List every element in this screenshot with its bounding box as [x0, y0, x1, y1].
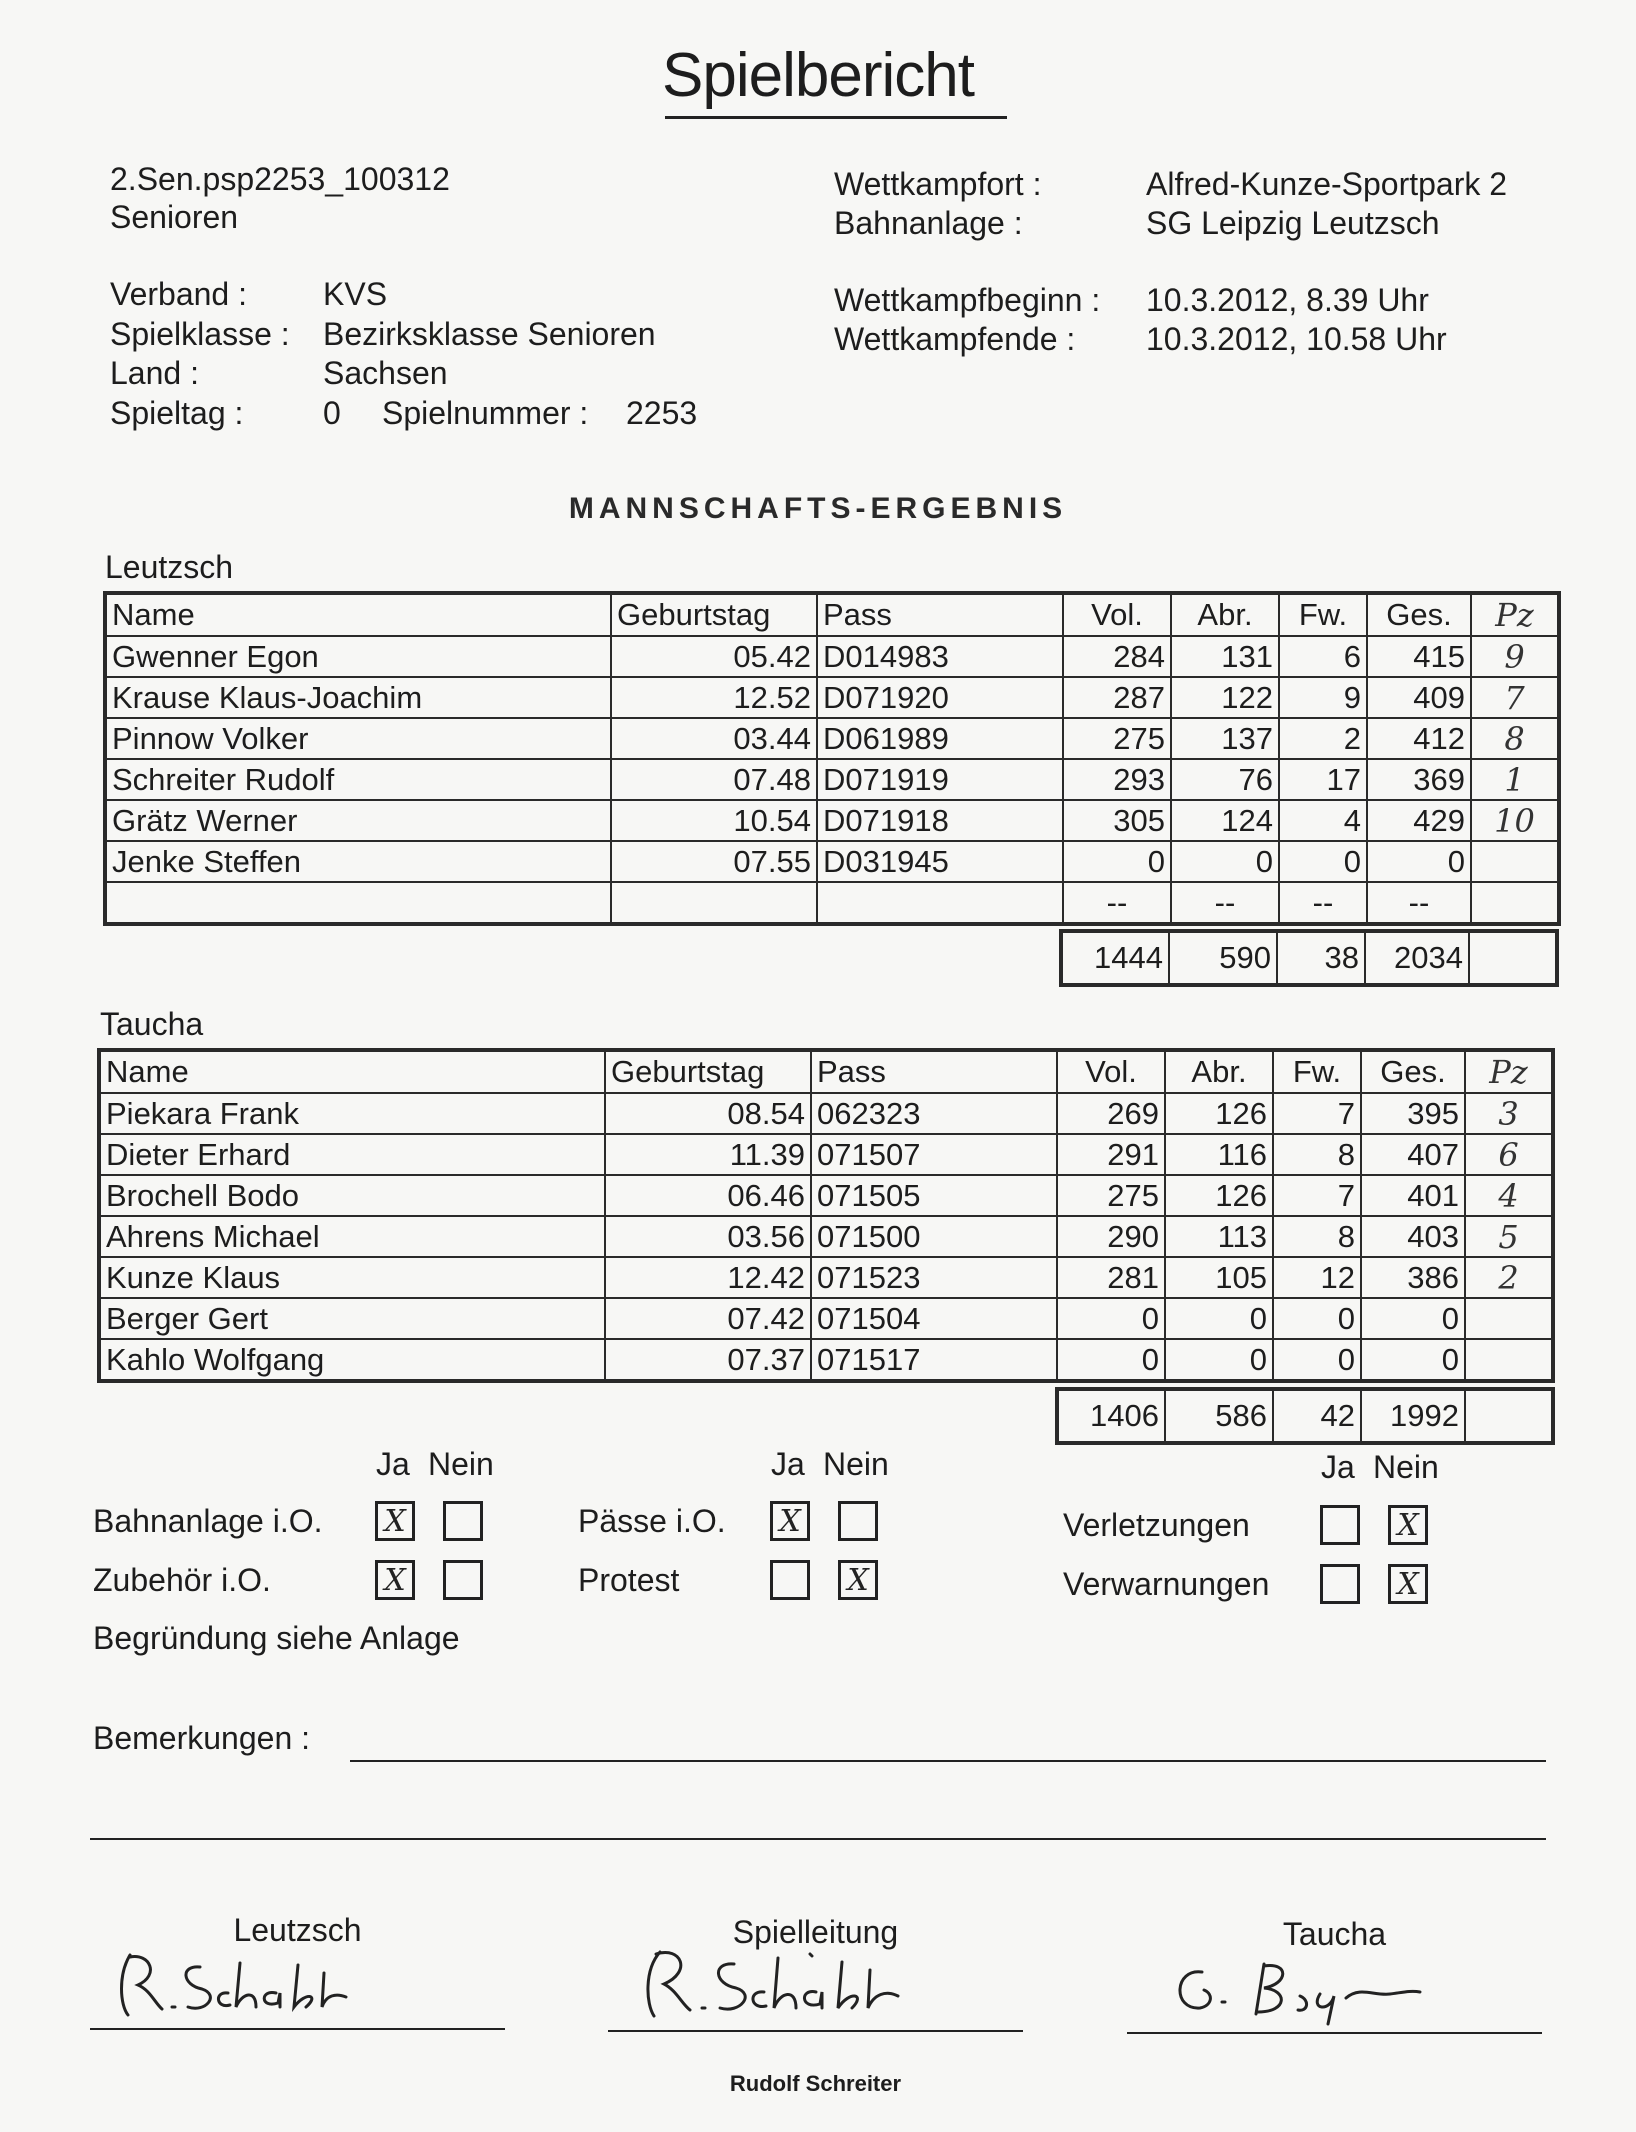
cell-fw: 0 [1273, 1339, 1361, 1381]
spielklasse-label: Spielklasse : [110, 316, 290, 352]
land-label: Land : [110, 355, 199, 391]
cell-ges: 386 [1361, 1257, 1465, 1298]
cell-ges: 412 [1367, 718, 1471, 759]
land-value: Sachsen [323, 355, 448, 391]
team2-table [97, 1048, 1555, 1383]
cell-name: Jenke Steffen [105, 841, 611, 882]
signature-spielleitung-label: Spielleitung [732, 1914, 899, 1950]
verwarnungen-label: Verwarnungen [1063, 1566, 1270, 1602]
spieltag-label: Spieltag : [110, 395, 244, 431]
table-row [99, 1134, 1553, 1175]
cell-pz: 9 [1471, 636, 1559, 677]
cell-vol: 290 [1057, 1216, 1165, 1257]
cell-pass: 071504 [811, 1298, 1057, 1339]
col-geburtstag: Geburtstag [611, 593, 817, 636]
paesse-ja-checkbox[interactable]: X [770, 1501, 810, 1541]
cell-vol: 305 [1063, 800, 1171, 841]
protest-ja-checkbox[interactable] [770, 1560, 810, 1600]
team2-name: Taucha [100, 1006, 204, 1042]
cell-pass: D071920 [817, 677, 1063, 718]
cell-fw: 6 [1279, 636, 1367, 677]
cell-abr: 126 [1165, 1175, 1273, 1216]
col-pass: Pass [817, 593, 1063, 636]
ja-header-3: Ja [1321, 1449, 1355, 1485]
cell-pass: D071919 [817, 759, 1063, 800]
cell-vol: 0 [1057, 1339, 1165, 1381]
cell-geb: 03.44 [611, 718, 817, 759]
bahnanlage-value: SG Leipzig Leutzsch [1146, 205, 1440, 241]
signature-leutzsch-handwriting [110, 1945, 410, 2025]
signature-taucha-handwriting [1160, 1950, 1460, 2030]
table-row [99, 1339, 1553, 1381]
cell-name: Piekara Frank [99, 1093, 605, 1134]
verwarnungen-ja-checkbox[interactable] [1320, 1564, 1360, 1604]
paesse-io-label: Pässe i.O. [578, 1503, 726, 1539]
section-heading: MANNSCHAFTS-ERGEBNIS [568, 492, 1068, 525]
cell-vol: 291 [1057, 1134, 1165, 1175]
cell-name: Schreiter Rudolf [105, 759, 611, 800]
team2-total-pz [1465, 1389, 1553, 1443]
cell-geb: 06.46 [605, 1175, 811, 1216]
cell-pass: D061989 [817, 718, 1063, 759]
cell-pass: 071523 [811, 1257, 1057, 1298]
col-ges: Ges. [1361, 1050, 1465, 1093]
col-vol: Vol. [1057, 1050, 1165, 1093]
cell-fw: 4 [1279, 800, 1367, 841]
cell-geb: 12.42 [605, 1257, 811, 1298]
bahnanlage-label: Bahnanlage : [834, 205, 1023, 241]
cell-geb: 11.39 [605, 1134, 811, 1175]
document-title: Spielbericht [662, 41, 974, 110]
table-row [105, 759, 1559, 800]
cell-pass: 071507 [811, 1134, 1057, 1175]
verband-value: KVS [323, 276, 388, 312]
verletzungen-label: Verletzungen [1063, 1507, 1250, 1543]
cell-pass: 071505 [811, 1175, 1057, 1216]
cell-pz [1471, 841, 1559, 882]
team1-total-vol: 1444 [1061, 931, 1169, 985]
col-name: Name [99, 1050, 605, 1093]
verband-label: Verband : [110, 276, 247, 312]
ja-header-2: Ja [771, 1446, 805, 1482]
signature-taucha-line[interactable] [1127, 2032, 1542, 2034]
cell-pass: 071500 [811, 1216, 1057, 1257]
team2-totals [1055, 1387, 1555, 1445]
table-row [105, 636, 1559, 677]
bemerkungen-line-2[interactable] [90, 1838, 1546, 1840]
cell-geb [611, 882, 817, 924]
cell-name: Krause Klaus-Joachim [105, 677, 611, 718]
cell-abr: 116 [1165, 1134, 1273, 1175]
cell-ges: -- [1367, 882, 1471, 924]
cell-vol: 275 [1057, 1175, 1165, 1216]
ja-header-1: Ja [376, 1446, 410, 1482]
cell-vol: 281 [1057, 1257, 1165, 1298]
cell-pz [1465, 1339, 1553, 1381]
cell-name: Brochell Bodo [99, 1175, 605, 1216]
col-geburtstag: Geburtstag [605, 1050, 811, 1093]
table-row [105, 800, 1559, 841]
wettkampfende-value: 10.3.2012, 10.58 Uhr [1146, 321, 1447, 357]
cell-fw: 12 [1273, 1257, 1361, 1298]
cell-abr: 105 [1165, 1257, 1273, 1298]
cell-name: Kahlo Wolfgang [99, 1339, 605, 1381]
cell-name: Dieter Erhard [99, 1134, 605, 1175]
bahnanlage-io-label: Bahnanlage i.O. [93, 1503, 323, 1539]
spielnummer-label: Spielnummer : [382, 395, 589, 431]
cell-geb: 07.37 [605, 1339, 811, 1381]
nein-header-2: Nein [823, 1446, 889, 1482]
title-underline [665, 116, 1007, 119]
team2-total-fw: 42 [1273, 1389, 1361, 1443]
cell-geb: 12.52 [611, 677, 817, 718]
spielleitung-name: Rudolf Schreiter [729, 2071, 902, 2096]
cell-fw: 7 [1273, 1093, 1361, 1134]
cell-pz [1465, 1298, 1553, 1339]
cell-fw: 0 [1273, 1298, 1361, 1339]
cell-pz: 10 [1471, 800, 1559, 841]
verletzungen-ja-checkbox[interactable] [1320, 1505, 1360, 1545]
cell-fw: 8 [1273, 1134, 1361, 1175]
cell-name: Ahrens Michael [99, 1216, 605, 1257]
spielklasse-value: Bezirksklasse Senioren [323, 316, 656, 352]
cell-ges: 369 [1367, 759, 1471, 800]
cell-fw: 7 [1273, 1175, 1361, 1216]
cell-abr: 137 [1171, 718, 1279, 759]
signature-spielleitung-line[interactable] [608, 2030, 1023, 2032]
cell-abr: 0 [1171, 841, 1279, 882]
team1-name: Leutzsch [105, 549, 234, 585]
match-category: Senioren [110, 199, 239, 235]
col-name: Name [105, 593, 611, 636]
table-row [99, 1093, 1553, 1134]
cell-geb: 03.56 [605, 1216, 811, 1257]
col-ges: Ges. [1367, 593, 1471, 636]
cell-vol: 287 [1063, 677, 1171, 718]
table-row [105, 677, 1559, 718]
team2-total-ges: 1992 [1361, 1389, 1465, 1443]
col-abr: Abr. [1165, 1050, 1273, 1093]
wettkampfbeginn-label: Wettkampfbeginn : [834, 282, 1101, 318]
paesse-nein-checkbox[interactable] [838, 1501, 878, 1541]
col-fw: Fw. [1279, 593, 1367, 636]
signature-leutzsch-label: Leutzsch [233, 1912, 362, 1948]
cell-abr: 0 [1165, 1339, 1273, 1381]
table-row [99, 1298, 1553, 1339]
cell-abr: 0 [1165, 1298, 1273, 1339]
cell-pass: 062323 [811, 1093, 1057, 1134]
cell-abr: 76 [1171, 759, 1279, 800]
cell-pass: D031945 [817, 841, 1063, 882]
protest-nein-checkbox[interactable]: X [838, 1560, 878, 1600]
cell-fw: 2 [1279, 718, 1367, 759]
wettkampfort-value: Alfred-Kunze-Sportpark 2 [1146, 166, 1508, 202]
cell-fw: 8 [1273, 1216, 1361, 1257]
cell-name: Pinnow Volker [105, 718, 611, 759]
signature-spielleitung-handwriting [630, 1940, 950, 2030]
cell-pz: 1 [1471, 759, 1559, 800]
wettkampfende-label: Wettkampfende : [834, 321, 1076, 357]
team1-total-pz [1469, 931, 1557, 985]
cell-fw: 0 [1279, 841, 1367, 882]
table-row [105, 718, 1559, 759]
protest-label: Protest [578, 1562, 680, 1598]
nein-header-3: Nein [1373, 1449, 1439, 1485]
signature-leutzsch-line[interactable] [90, 2028, 505, 2030]
verwarnungen-nein-checkbox[interactable]: X [1388, 1564, 1428, 1604]
col-abr: Abr. [1171, 593, 1279, 636]
wettkampfort-label: Wettkampfort : [834, 166, 1042, 202]
cell-fw: 17 [1279, 759, 1367, 800]
cell-ges: 0 [1361, 1339, 1465, 1381]
bemerkungen-label: Bemerkungen : [93, 1720, 311, 1756]
cell-ges: 409 [1367, 677, 1471, 718]
bahnanlage-nein-checkbox[interactable] [443, 1501, 483, 1541]
team1-total-abr: 590 [1169, 931, 1277, 985]
cell-name: Gwenner Egon [105, 636, 611, 677]
col-pass: Pass [811, 1050, 1057, 1093]
cell-abr: 126 [1165, 1093, 1273, 1134]
cell-geb: 07.55 [611, 841, 817, 882]
cell-ges: 401 [1361, 1175, 1465, 1216]
cell-vol: -- [1063, 882, 1171, 924]
zubehoer-ja-checkbox[interactable]: X [375, 1560, 415, 1600]
cell-ges: 429 [1367, 800, 1471, 841]
cell-ges: 403 [1361, 1216, 1465, 1257]
cell-vol: 269 [1057, 1093, 1165, 1134]
cell-vol: 0 [1063, 841, 1171, 882]
cell-fw: -- [1279, 882, 1367, 924]
table-row [105, 841, 1559, 882]
zubehoer-nein-checkbox[interactable] [443, 1560, 483, 1600]
col-vol: Vol. [1063, 593, 1171, 636]
bemerkungen-line-1[interactable] [350, 1760, 1546, 1762]
cell-abr: 122 [1171, 677, 1279, 718]
table-header-row [105, 593, 1559, 636]
cell-geb: 07.42 [605, 1298, 811, 1339]
table-row [99, 1216, 1553, 1257]
cell-pz: 3 [1465, 1093, 1553, 1134]
cell-vol: 284 [1063, 636, 1171, 677]
cell-geb: 10.54 [611, 800, 817, 841]
cell-pass [817, 882, 1063, 924]
spieltag-value: 0 [323, 395, 341, 431]
cell-geb: 05.42 [611, 636, 817, 677]
cell-ges: 0 [1361, 1298, 1465, 1339]
team1-total-fw: 38 [1277, 931, 1365, 985]
spielnummer-value: 2253 [626, 395, 698, 431]
team2-total-vol: 1406 [1057, 1389, 1165, 1443]
cell-name: Grätz Werner [105, 800, 611, 841]
cell-pz: 6 [1465, 1134, 1553, 1175]
table-header-row [99, 1050, 1553, 1093]
cell-geb: 08.54 [605, 1093, 811, 1134]
col-pz: Pz [1465, 1050, 1553, 1093]
cell-ges: 407 [1361, 1134, 1465, 1175]
col-pz: Pz [1471, 593, 1559, 636]
begruendung-text: Begründung siehe Anlage [93, 1620, 460, 1656]
zubehoer-io-label: Zubehör i.O. [93, 1562, 271, 1598]
verletzungen-nein-checkbox[interactable]: X [1388, 1505, 1428, 1545]
cell-pz [1471, 882, 1559, 924]
team1-totals [1059, 929, 1559, 987]
cell-pz: 7 [1471, 677, 1559, 718]
cell-pz: 5 [1465, 1216, 1553, 1257]
cell-name [105, 882, 611, 924]
cell-abr: 113 [1165, 1216, 1273, 1257]
cell-pz: 4 [1465, 1175, 1553, 1216]
col-fw: Fw. [1273, 1050, 1361, 1093]
cell-vol: 0 [1057, 1298, 1165, 1339]
cell-ges: 0 [1367, 841, 1471, 882]
table-row [99, 1257, 1553, 1298]
cell-pass: 071517 [811, 1339, 1057, 1381]
cell-pass: D014983 [817, 636, 1063, 677]
cell-abr: -- [1171, 882, 1279, 924]
team1-table [103, 591, 1561, 926]
cell-name: Berger Gert [99, 1298, 605, 1339]
cell-vol: 275 [1063, 718, 1171, 759]
cell-pass: D071918 [817, 800, 1063, 841]
bahnanlage-ja-checkbox[interactable]: X [375, 1501, 415, 1541]
wettkampfbeginn-value: 10.3.2012, 8.39 Uhr [1146, 282, 1429, 318]
cell-abr: 124 [1171, 800, 1279, 841]
cell-abr: 131 [1171, 636, 1279, 677]
match-code: 2.Sen.psp2253_100312 [110, 161, 450, 197]
cell-geb: 07.48 [611, 759, 817, 800]
table-row [99, 1175, 1553, 1216]
cell-fw: 9 [1279, 677, 1367, 718]
cell-name: Kunze Klaus [99, 1257, 605, 1298]
cell-ges: 415 [1367, 636, 1471, 677]
cell-ges: 395 [1361, 1093, 1465, 1134]
nein-header-1: Nein [428, 1446, 494, 1482]
signature-taucha-label: Taucha [1282, 1916, 1387, 1952]
cell-vol: 293 [1063, 759, 1171, 800]
team1-total-ges: 2034 [1365, 931, 1469, 985]
cell-pz: 2 [1465, 1257, 1553, 1298]
cell-pz: 8 [1471, 718, 1559, 759]
team2-total-abr: 586 [1165, 1389, 1273, 1443]
table-row [105, 882, 1559, 924]
